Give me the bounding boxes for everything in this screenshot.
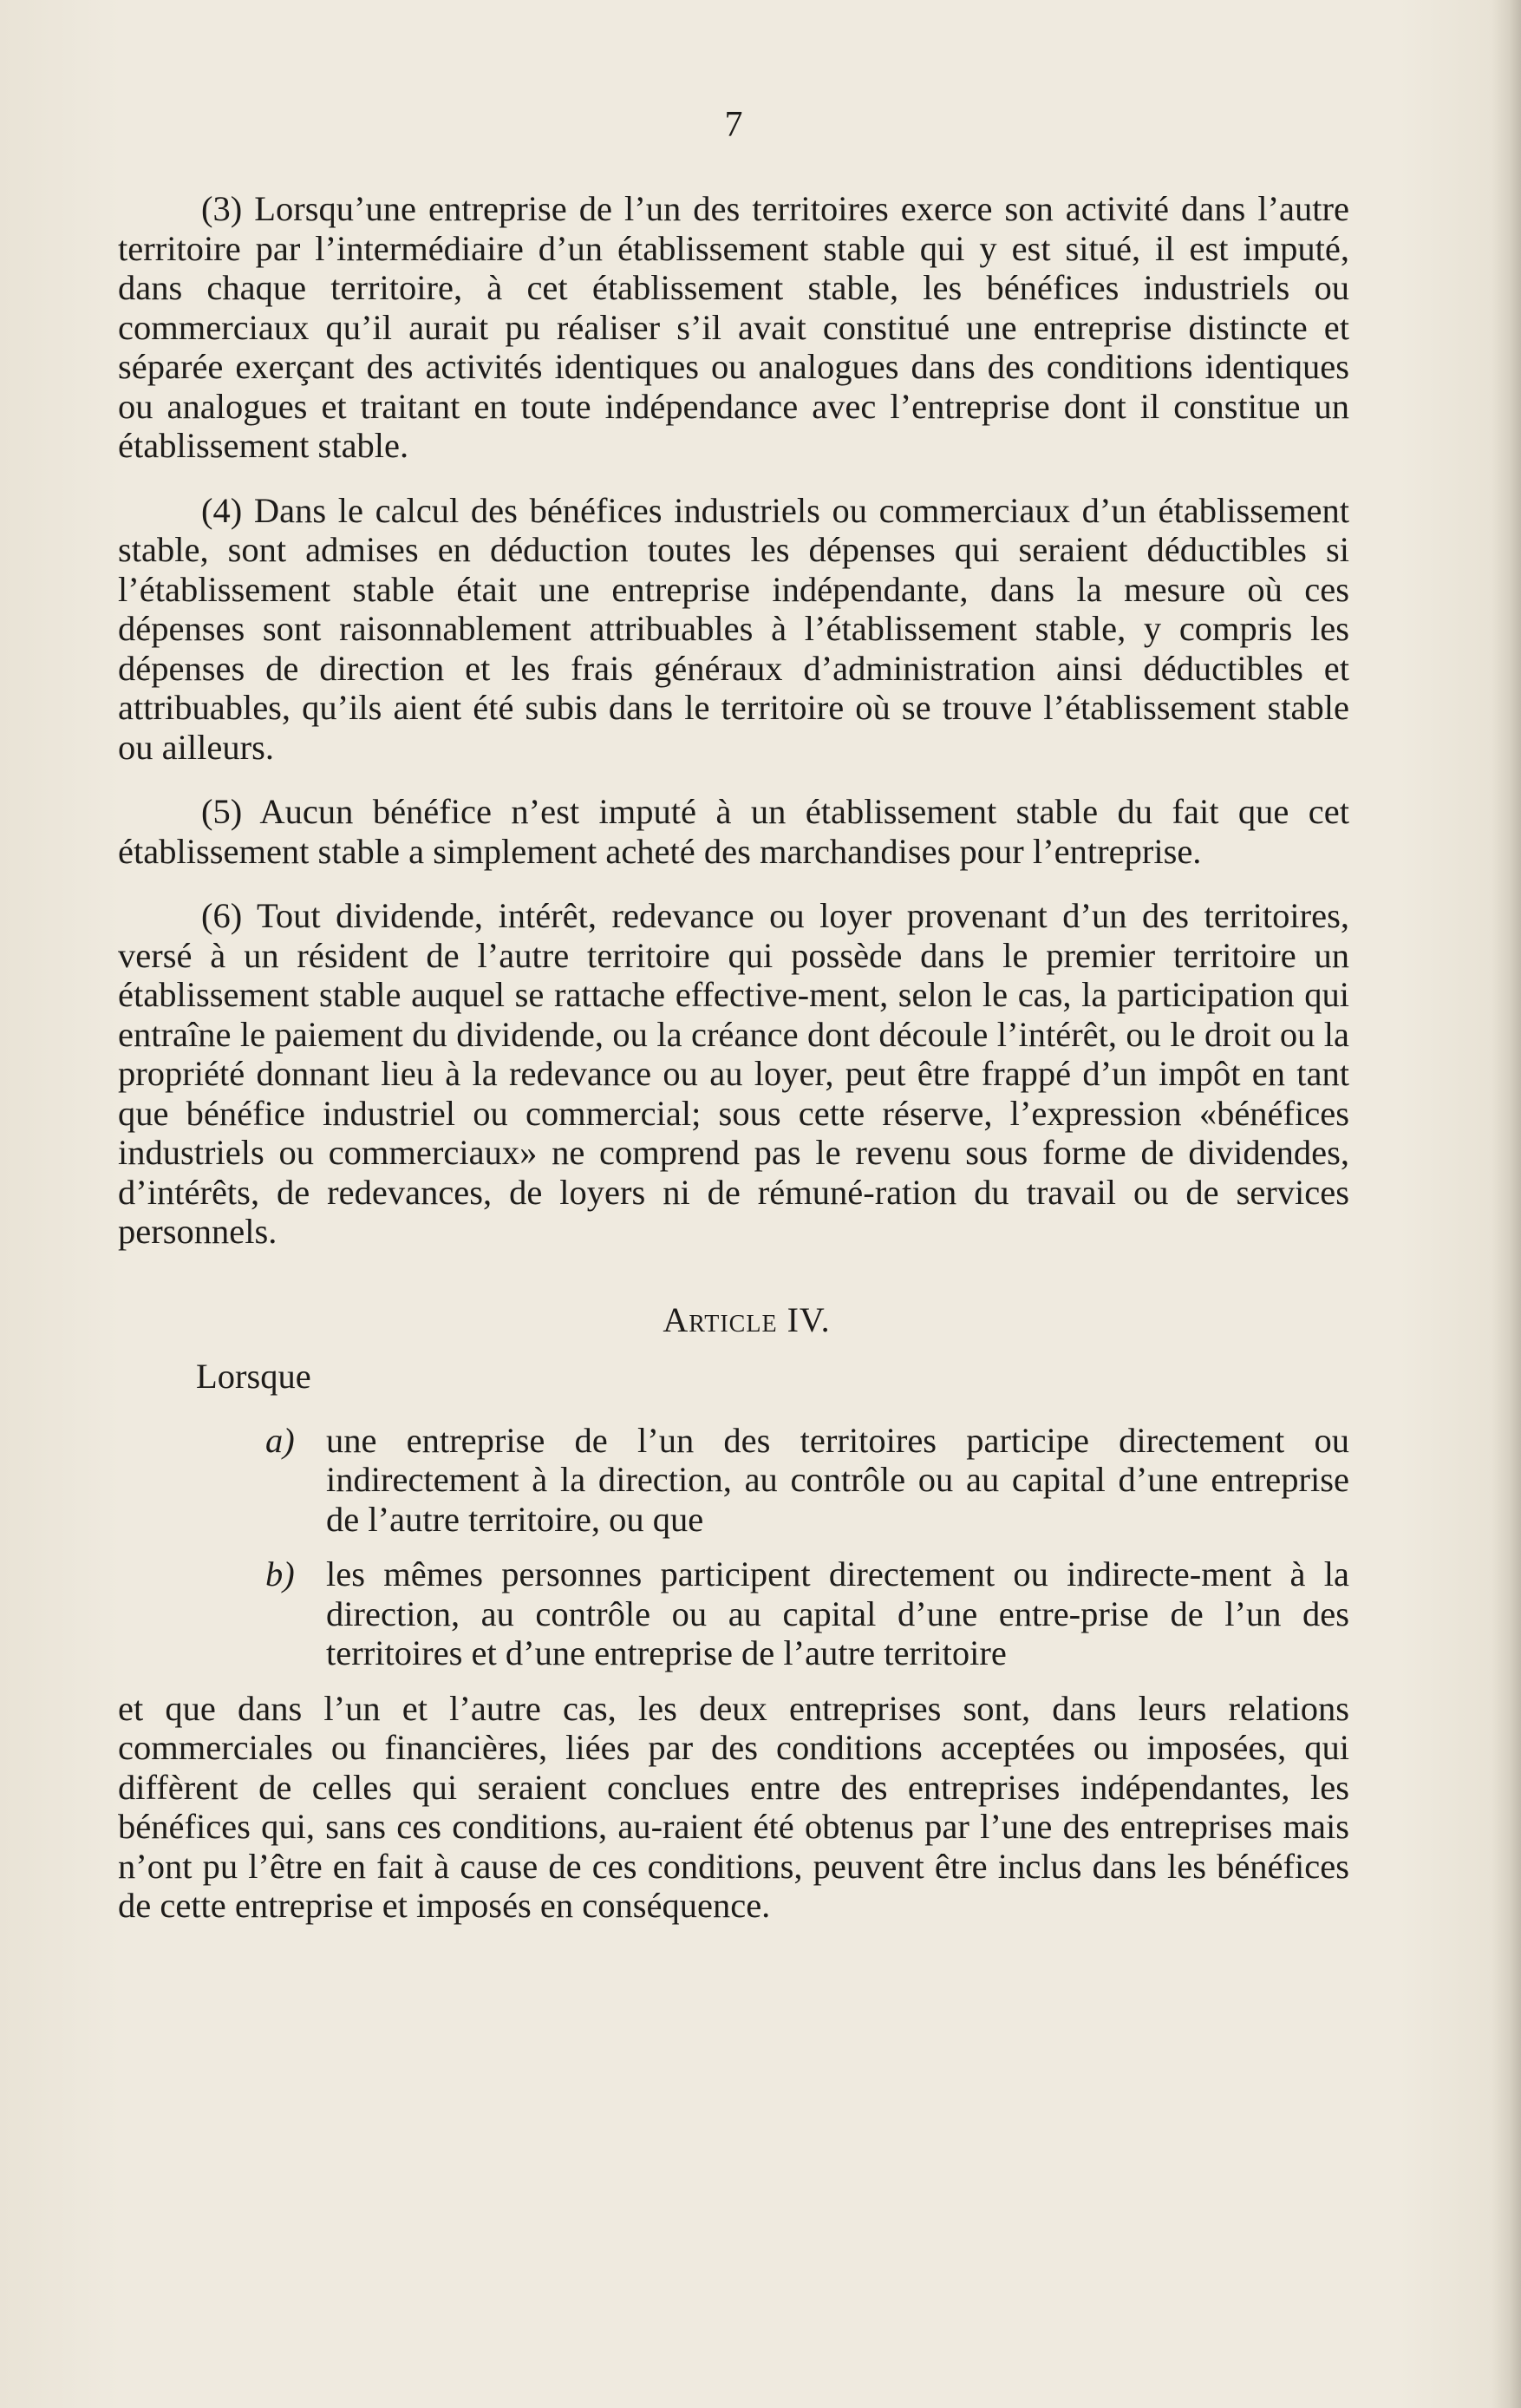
page-edge-shadow xyxy=(1492,0,1521,2408)
document-body xyxy=(118,87,1349,1926)
article-heading-word: Article xyxy=(663,1299,778,1339)
list-item-a xyxy=(265,1421,1349,1540)
paragraph-3: (3) Lorsqu’une entreprise de l’un des territoires exerce son activité dans l’autre territoire par l’intermédiaire d’un établissement stable qui y est situé, il est imputé, dans chaque territoire, à cet établissement stable, les bénéfices industriels ou commerciaux qu’il aurait pu réaliser s’il avait constitué une entreprise distincte et séparée exerçant des activités identiques ou analogues dans des conditions identiques ou analogues et traitant en toute indépendance avec l’entreprise dont il constitue un établissement stable. xyxy=(118,189,1349,465)
list-item-b xyxy=(265,1554,1349,1673)
article-lead: Lorsque xyxy=(196,1357,311,1396)
article-heading xyxy=(144,1300,1349,1340)
paragraph-6: (6) Tout dividende, intérêt, redevance ou loyer provenant d’un des territoires, versé à un résident de l’autre territoire qui possède dans le premier territoire un établissement stable auquel se rattache effective-ment, selon le cas, la participation qui entraîne le paiement du dividende, ou la créance dont découle l’intérêt, ou le droit ou la propriété donnant lieu à la redevance ou au loyer, peut être frappé d’un impôt en tant que bénéfice industriel ou commercial; sous cette réserve, l’expression «bénéfices industriels ou commerciaux» ne comprend pas le revenu sous forme de dividendes, d’intérêts, de redevances, de loyers ni de rémuné-ration du travail ou de services personnels. xyxy=(118,896,1349,1251)
article-conclusion: et que dans l’un et l’autre cas, les deux entreprises sont, dans leurs relations commerciales ou financières, liées par des conditions acceptées ou imposées, qui diffèrent de celles qui seraient conclues entre des entreprises indépendantes, les bénéfices qui, sans ces conditions, au-raient été obtenus par l’une des entreprises mais n’ont pu l’être en fait à cause de ces conditions, peuvent être inclus dans les bénéfices de cette entreprise et imposés en conséquence. xyxy=(118,1688,1349,1925)
list-item-marker: a) xyxy=(265,1420,295,1460)
paragraph-4: (4) Dans le calcul des bénéfices industriels ou commerciaux d’un établissement stable, sont admises en déduction toutes les dépenses qui seraient déductibles si l’établissement stable était une entreprise indépendante, dans la mesure où ces dépenses sont raisonnablement attribuables à l’établissement stable, y compris les dépenses de direction et les frais généraux d’administration ainsi déductibles et attribuables, qu’ils aient été subis dans le territoire où se trouve l’établissement stable ou ailleurs. xyxy=(118,490,1349,767)
list-item-marker: b) xyxy=(265,1554,295,1593)
paragraph-5: (5) Aucun bénéfice n’est imputé à un établissement stable du fait que cet établissement stable a simplement acheté des marchandises pour l’entreprise. xyxy=(118,792,1349,871)
list-item-text: les mêmes personnes participent directement ou indirecte-ment à la direction, au contrôle ou au capital d’une entre-prise de l’un des territoires et d’une entreprise de l’autre territoire xyxy=(326,1554,1349,1672)
list-item-text: une entreprise de l’un des territoires participe directement ou indirectement à la direction, au contrôle ou au capital d’une entreprise de l’autre territoire, ou que xyxy=(326,1420,1349,1539)
page-number: 7 xyxy=(724,105,743,145)
article-heading-number: IV. xyxy=(787,1299,831,1339)
